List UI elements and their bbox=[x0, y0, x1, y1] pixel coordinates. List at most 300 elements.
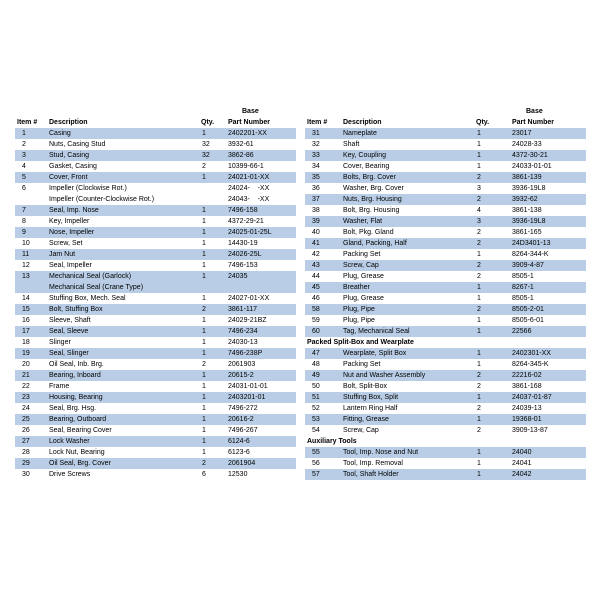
item-cell-line: 8 bbox=[22, 218, 26, 225]
description-cell bbox=[47, 249, 199, 260]
header-spacer bbox=[47, 107, 199, 117]
item-cell bbox=[305, 293, 341, 304]
part-number-cell bbox=[226, 425, 296, 436]
description-cell-line: Plug, Pipe bbox=[343, 306, 375, 313]
part-number-cell-line: 3932-62 bbox=[512, 196, 538, 203]
item-cell bbox=[305, 172, 341, 183]
part-number-cell-line: 8505-6-01 bbox=[512, 317, 544, 324]
qty-cell-line: 2 bbox=[477, 240, 481, 247]
part-number-cell-line: 24027-01-XX bbox=[228, 295, 270, 302]
item-cell bbox=[305, 271, 341, 282]
part-number-cell-line: 7496-153 bbox=[228, 262, 258, 269]
qty-cell bbox=[199, 260, 226, 271]
qty-cell-line: 2 bbox=[477, 405, 481, 412]
part-number-cell-line: 7496-267 bbox=[228, 427, 258, 434]
qty-cell bbox=[199, 326, 226, 337]
part-number-cell-line: 8264-345-K bbox=[512, 361, 549, 368]
table-row bbox=[15, 326, 296, 337]
description-cell-line: Seal, Imp. Nose bbox=[49, 207, 99, 214]
item-cell-line: 26 bbox=[22, 427, 30, 434]
qty-cell bbox=[199, 436, 226, 447]
qty-cell-line: 1 bbox=[477, 141, 481, 148]
qty-cell-line: 1 bbox=[477, 394, 481, 401]
item-cell bbox=[15, 370, 47, 381]
part-number-cell bbox=[226, 304, 296, 315]
qty-cell bbox=[474, 183, 510, 194]
table-row bbox=[305, 128, 586, 139]
item-cell-line: 24 bbox=[22, 405, 30, 412]
part-number-cell-line: 10399-66-1 bbox=[228, 163, 264, 170]
table-row bbox=[15, 359, 296, 370]
description-cell bbox=[341, 414, 474, 425]
part-number-cell bbox=[226, 260, 296, 271]
description-cell-line: Tool, Shaft Holder bbox=[343, 471, 399, 478]
part-number-cell-line: 24029-21BZ bbox=[228, 317, 267, 324]
qty-cell-line: 3 bbox=[477, 218, 481, 225]
table-row bbox=[15, 249, 296, 260]
qty-cell bbox=[474, 150, 510, 161]
description-cell bbox=[47, 260, 199, 271]
part-number-cell bbox=[510, 128, 586, 139]
table-row bbox=[305, 139, 586, 150]
part-number-cell-line: 3861-168 bbox=[512, 383, 542, 390]
item-cell-line: 14 bbox=[22, 295, 30, 302]
qty-cell bbox=[474, 139, 510, 150]
part-number-cell bbox=[510, 238, 586, 249]
header-base bbox=[510, 107, 586, 117]
item-cell-line: 42 bbox=[312, 251, 320, 258]
item-cell-line: 47 bbox=[312, 350, 320, 357]
part-number-cell-line: 2402201-XX bbox=[228, 130, 267, 137]
part-number-cell bbox=[510, 458, 586, 469]
header-base bbox=[226, 107, 296, 117]
description-cell-line: Seal, Bearing Cover bbox=[49, 427, 112, 434]
qty-cell bbox=[474, 128, 510, 139]
qty-cell-line: 32 bbox=[202, 152, 210, 159]
description-cell bbox=[341, 359, 474, 370]
description-cell-line: Drive Screws bbox=[49, 471, 91, 478]
part-number-cell bbox=[510, 326, 586, 337]
header-spacer bbox=[341, 107, 474, 117]
table-row bbox=[15, 425, 296, 436]
qty-cell-line: 1 bbox=[202, 372, 206, 379]
qty-cell bbox=[199, 205, 226, 216]
qty-cell bbox=[199, 447, 226, 458]
qty-cell bbox=[199, 216, 226, 227]
qty-cell bbox=[474, 282, 510, 293]
part-number-cell bbox=[510, 315, 586, 326]
item-cell-line: 35 bbox=[312, 174, 320, 181]
table-row bbox=[305, 194, 586, 205]
qty-cell bbox=[474, 469, 510, 480]
description-cell-line: Frame bbox=[49, 383, 70, 390]
item-cell bbox=[305, 260, 341, 271]
qty-cell bbox=[474, 348, 510, 359]
description-cell-line: Casing bbox=[49, 130, 71, 137]
qty-cell bbox=[199, 128, 226, 139]
qty-cell bbox=[199, 172, 226, 183]
qty-cell-line: 1 bbox=[477, 317, 481, 324]
item-cell bbox=[15, 326, 47, 337]
part-number-cell bbox=[226, 293, 296, 304]
table-row bbox=[15, 469, 296, 480]
qty-cell-line: 3 bbox=[477, 185, 481, 192]
item-cell-line: 52 bbox=[312, 405, 320, 412]
part-number-cell-line: 3861-139 bbox=[512, 174, 542, 181]
qty-cell-line: 1 bbox=[477, 361, 481, 368]
part-number-cell-line: 20616-2 bbox=[228, 416, 254, 423]
parts-table-left bbox=[15, 107, 296, 480]
description-cell-line: Tool, Imp. Nose and Nut bbox=[343, 449, 419, 456]
description-cell bbox=[47, 403, 199, 414]
item-cell-line: 40 bbox=[312, 229, 320, 236]
part-number-cell bbox=[226, 403, 296, 414]
item-cell-line: 22 bbox=[22, 383, 30, 390]
qty-cell bbox=[199, 183, 226, 205]
description-cell bbox=[341, 183, 474, 194]
part-number-cell bbox=[510, 370, 586, 381]
part-number-cell bbox=[226, 348, 296, 359]
part-number-cell bbox=[510, 227, 586, 238]
part-number-cell bbox=[226, 205, 296, 216]
table-row bbox=[15, 414, 296, 425]
part-number-cell-line: 24030-13 bbox=[228, 339, 258, 346]
description-cell-line: Seal, Impeller bbox=[49, 262, 92, 269]
part-number-cell bbox=[226, 315, 296, 326]
part-number-cell bbox=[226, 436, 296, 447]
part-number-cell bbox=[226, 139, 296, 150]
part-number-cell-line: 8505-1 bbox=[512, 295, 534, 302]
table-row bbox=[305, 260, 586, 271]
qty-cell bbox=[474, 458, 510, 469]
item-cell bbox=[15, 304, 47, 315]
qty-cell-line: 4 bbox=[477, 207, 481, 214]
part-number-cell-line: 24031-01-01 bbox=[228, 383, 268, 390]
description-cell bbox=[341, 425, 474, 436]
item-cell-line: 5 bbox=[22, 174, 26, 181]
qty-cell-line: 1 bbox=[477, 460, 481, 467]
description-cell bbox=[341, 282, 474, 293]
qty-cell-line: 1 bbox=[202, 449, 206, 456]
part-number-cell-line: 24039-13 bbox=[512, 405, 542, 412]
description-cell-line: Breather bbox=[343, 284, 370, 291]
item-cell-line: 15 bbox=[22, 306, 30, 313]
item-cell-line: 29 bbox=[22, 460, 30, 467]
part-number-cell bbox=[510, 150, 586, 161]
item-cell bbox=[305, 183, 341, 194]
qty-cell-line: 1 bbox=[202, 174, 206, 181]
description-cell-line: Mechanical Seal (Garlock) bbox=[49, 273, 132, 280]
description-cell-line: Stuffing Box, Mech. Seal bbox=[49, 295, 126, 302]
part-number-cell-line: 20615-2 bbox=[228, 372, 254, 379]
table-row bbox=[305, 348, 586, 359]
part-number-cell-line: 24028-33 bbox=[512, 141, 542, 148]
part-number-cell-line: 19368-01 bbox=[512, 416, 542, 423]
description-cell bbox=[47, 392, 199, 403]
qty-cell bbox=[474, 293, 510, 304]
description-cell bbox=[47, 370, 199, 381]
part-number-cell bbox=[226, 392, 296, 403]
description-cell-line: Key, Impeller bbox=[49, 218, 90, 225]
qty-cell bbox=[474, 216, 510, 227]
part-number-cell-line: 8505-1 bbox=[512, 273, 534, 280]
item-cell-line: 53 bbox=[312, 416, 320, 423]
part-number-cell bbox=[226, 447, 296, 458]
item-cell-line: 43 bbox=[312, 262, 320, 269]
qty-cell bbox=[199, 238, 226, 249]
item-cell bbox=[15, 436, 47, 447]
qty-cell bbox=[199, 271, 226, 293]
qty-cell bbox=[199, 381, 226, 392]
description-cell bbox=[341, 128, 474, 139]
qty-cell-line: 1 bbox=[202, 438, 206, 445]
description-cell-line: Bolt, Brg. Housing bbox=[343, 207, 400, 214]
table-row bbox=[305, 205, 586, 216]
description-cell-line: Screw, Cap bbox=[343, 427, 379, 434]
table-header-right bbox=[305, 107, 586, 128]
description-cell-line: Lock Washer bbox=[49, 438, 90, 445]
qty-cell-line: 1 bbox=[477, 295, 481, 302]
description-cell bbox=[341, 249, 474, 260]
qty-cell bbox=[474, 403, 510, 414]
item-cell-line: 59 bbox=[312, 317, 320, 324]
qty-cell-line: 1 bbox=[477, 350, 481, 357]
description-cell bbox=[341, 403, 474, 414]
item-cell bbox=[15, 315, 47, 326]
qty-cell-line: 1 bbox=[477, 163, 481, 170]
part-number-cell bbox=[226, 227, 296, 238]
table-row bbox=[15, 205, 296, 216]
part-number-cell bbox=[510, 403, 586, 414]
item-cell-line: 49 bbox=[312, 372, 320, 379]
item-cell-line: 30 bbox=[22, 471, 30, 478]
description-cell bbox=[47, 293, 199, 304]
description-cell-line: Nose, Impeller bbox=[49, 229, 95, 236]
table-row bbox=[15, 139, 296, 150]
part-number-cell-line: 4372-29-21 bbox=[228, 218, 264, 225]
item-cell bbox=[15, 216, 47, 227]
qty-cell-line: 2 bbox=[202, 163, 206, 170]
item-cell bbox=[15, 161, 47, 172]
part-number-cell bbox=[226, 337, 296, 348]
qty-cell bbox=[474, 249, 510, 260]
description-cell-line: Gland, Packing, Half bbox=[343, 240, 407, 247]
qty-cell-line: 1 bbox=[202, 229, 206, 236]
item-cell-line: 55 bbox=[312, 449, 320, 456]
table-row bbox=[305, 282, 586, 293]
qty-cell bbox=[199, 458, 226, 469]
table-row bbox=[305, 238, 586, 249]
qty-cell-line: 1 bbox=[202, 207, 206, 214]
part-number-cell bbox=[226, 183, 296, 205]
item-cell bbox=[15, 348, 47, 359]
qty-cell-line: 1 bbox=[202, 416, 206, 423]
part-number-cell-line: 6123-6 bbox=[228, 449, 250, 456]
description-cell-line: Sleeve, Shaft bbox=[49, 317, 91, 324]
qty-cell-line: 1 bbox=[202, 328, 206, 335]
item-cell-line: 37 bbox=[312, 196, 320, 203]
table-row bbox=[305, 425, 586, 436]
item-cell bbox=[305, 216, 341, 227]
table-row bbox=[15, 447, 296, 458]
part-number-cell-line: 24042 bbox=[512, 471, 532, 478]
item-cell bbox=[15, 183, 47, 205]
part-number-cell-line: 22216-02 bbox=[512, 372, 542, 379]
item-cell bbox=[305, 304, 341, 315]
item-cell-line: 41 bbox=[312, 240, 320, 247]
part-number-cell-line: 2403201-01 bbox=[228, 394, 266, 401]
item-cell bbox=[15, 227, 47, 238]
item-cell-line: 46 bbox=[312, 295, 320, 302]
qty-cell bbox=[474, 359, 510, 370]
table-row bbox=[15, 293, 296, 304]
description-cell-line: Bearing, Inboard bbox=[49, 372, 101, 379]
item-cell bbox=[15, 238, 47, 249]
qty-cell-line: 1 bbox=[477, 284, 481, 291]
header-part-number: Part Number bbox=[228, 119, 271, 126]
item-cell-line: 31 bbox=[312, 130, 320, 137]
qty-cell bbox=[199, 425, 226, 436]
part-number-cell bbox=[510, 161, 586, 172]
qty-cell-line: 1 bbox=[477, 328, 481, 335]
qty-cell-line: 1 bbox=[202, 130, 206, 137]
table-row bbox=[15, 227, 296, 238]
qty-cell bbox=[474, 304, 510, 315]
description-cell-line: Plug, Grease bbox=[343, 295, 384, 302]
item-cell bbox=[305, 458, 341, 469]
part-number-cell bbox=[226, 249, 296, 260]
table-row bbox=[305, 403, 586, 414]
part-number-cell bbox=[510, 183, 586, 194]
qty-cell bbox=[474, 172, 510, 183]
item-cell bbox=[305, 370, 341, 381]
description-cell bbox=[47, 128, 199, 139]
qty-cell-line: 2 bbox=[477, 262, 481, 269]
description-cell bbox=[341, 139, 474, 150]
description-cell-line: Oil Seal, Inb. Brg. bbox=[49, 361, 104, 368]
description-cell-line: Tag, Mechanical Seal bbox=[343, 328, 410, 335]
part-number-cell bbox=[226, 370, 296, 381]
description-cell bbox=[341, 271, 474, 282]
part-number-cell-line: 24033-01-01 bbox=[512, 163, 552, 170]
qty-cell-line: 2 bbox=[477, 306, 481, 313]
qty-cell-line: 32 bbox=[202, 141, 210, 148]
description-cell-line: Mechanical Seal (Crane Type) bbox=[49, 284, 144, 291]
table-row bbox=[305, 447, 586, 458]
description-cell-line: Washer, Flat bbox=[343, 218, 383, 225]
table-row bbox=[305, 216, 586, 227]
item-cell bbox=[15, 425, 47, 436]
table-row bbox=[305, 326, 586, 337]
part-number-cell bbox=[510, 425, 586, 436]
description-cell bbox=[47, 161, 199, 172]
part-number-cell-line: 3932-61 bbox=[228, 141, 254, 148]
qty-cell bbox=[199, 414, 226, 425]
description-cell bbox=[341, 370, 474, 381]
description-cell bbox=[341, 172, 474, 183]
description-cell-line: Gasket, Casing bbox=[49, 163, 97, 170]
qty-cell-line: 2 bbox=[477, 196, 481, 203]
description-cell bbox=[341, 194, 474, 205]
item-cell-line: 58 bbox=[312, 306, 320, 313]
description-cell bbox=[341, 150, 474, 161]
qty-cell bbox=[474, 260, 510, 271]
table-row bbox=[15, 271, 296, 293]
part-number-cell-line: 6124-6 bbox=[228, 438, 250, 445]
description-cell bbox=[341, 458, 474, 469]
table-row bbox=[305, 183, 586, 194]
part-number-cell-line: 14430-19 bbox=[228, 240, 258, 247]
description-cell bbox=[47, 304, 199, 315]
table-row bbox=[305, 150, 586, 161]
item-cell-line: 6 bbox=[22, 185, 26, 192]
item-cell-line: 25 bbox=[22, 416, 30, 423]
item-cell bbox=[305, 381, 341, 392]
section-title: Auxiliary Tools bbox=[307, 438, 357, 445]
header-item: Item # bbox=[17, 119, 38, 126]
description-cell-line: Cover, Front bbox=[49, 174, 88, 181]
item-cell bbox=[305, 238, 341, 249]
part-number-cell-line: 4372-30-21 bbox=[512, 152, 548, 159]
qty-cell-line: 1 bbox=[477, 471, 481, 478]
description-cell-line: Nuts, Casing Stud bbox=[49, 141, 106, 148]
part-number-cell-line: 24035 bbox=[228, 273, 248, 280]
part-number-cell bbox=[510, 216, 586, 227]
qty-cell bbox=[474, 414, 510, 425]
item-cell-line: 28 bbox=[22, 449, 30, 456]
qty-cell-line: 2 bbox=[477, 383, 481, 390]
item-cell bbox=[305, 359, 341, 370]
table-header-left bbox=[15, 107, 296, 128]
description-cell-line: Nameplate bbox=[343, 130, 377, 137]
qty-cell bbox=[474, 227, 510, 238]
table-row bbox=[15, 161, 296, 172]
part-number-cell-line: 7496-234 bbox=[228, 328, 258, 335]
item-cell bbox=[305, 348, 341, 359]
qty-cell bbox=[199, 161, 226, 172]
item-cell bbox=[305, 150, 341, 161]
qty-cell bbox=[199, 392, 226, 403]
qty-cell bbox=[474, 425, 510, 436]
item-cell bbox=[305, 249, 341, 260]
header-description: Description bbox=[343, 119, 382, 126]
item-cell bbox=[15, 150, 47, 161]
description-cell-line: Nut and Washer Assembly bbox=[343, 372, 426, 379]
qty-cell bbox=[474, 370, 510, 381]
table-row bbox=[305, 227, 586, 238]
item-cell-line: 19 bbox=[22, 350, 30, 357]
description-cell bbox=[47, 271, 199, 293]
item-cell-line: 17 bbox=[22, 328, 30, 335]
part-number-cell-line: 24040 bbox=[512, 449, 532, 456]
part-number-cell-line: 3936-19L8 bbox=[512, 218, 546, 225]
item-cell bbox=[15, 205, 47, 216]
item-cell-line: 27 bbox=[22, 438, 30, 445]
item-cell bbox=[15, 403, 47, 414]
part-number-cell-line: 3862-86 bbox=[228, 152, 254, 159]
table-row bbox=[15, 238, 296, 249]
qty-cell-line: 1 bbox=[202, 339, 206, 346]
description-cell-line: Oil Seal, Brg. Cover bbox=[49, 460, 111, 467]
description-cell-line: Seal, Brg. Hsg. bbox=[49, 405, 97, 412]
description-cell bbox=[341, 447, 474, 458]
part-number-cell-line: 24043- -XX bbox=[228, 196, 270, 203]
table-row bbox=[305, 172, 586, 183]
table-row bbox=[305, 161, 586, 172]
table-row bbox=[305, 359, 586, 370]
header-row-top bbox=[305, 107, 586, 117]
item-cell-line: 54 bbox=[312, 427, 320, 434]
